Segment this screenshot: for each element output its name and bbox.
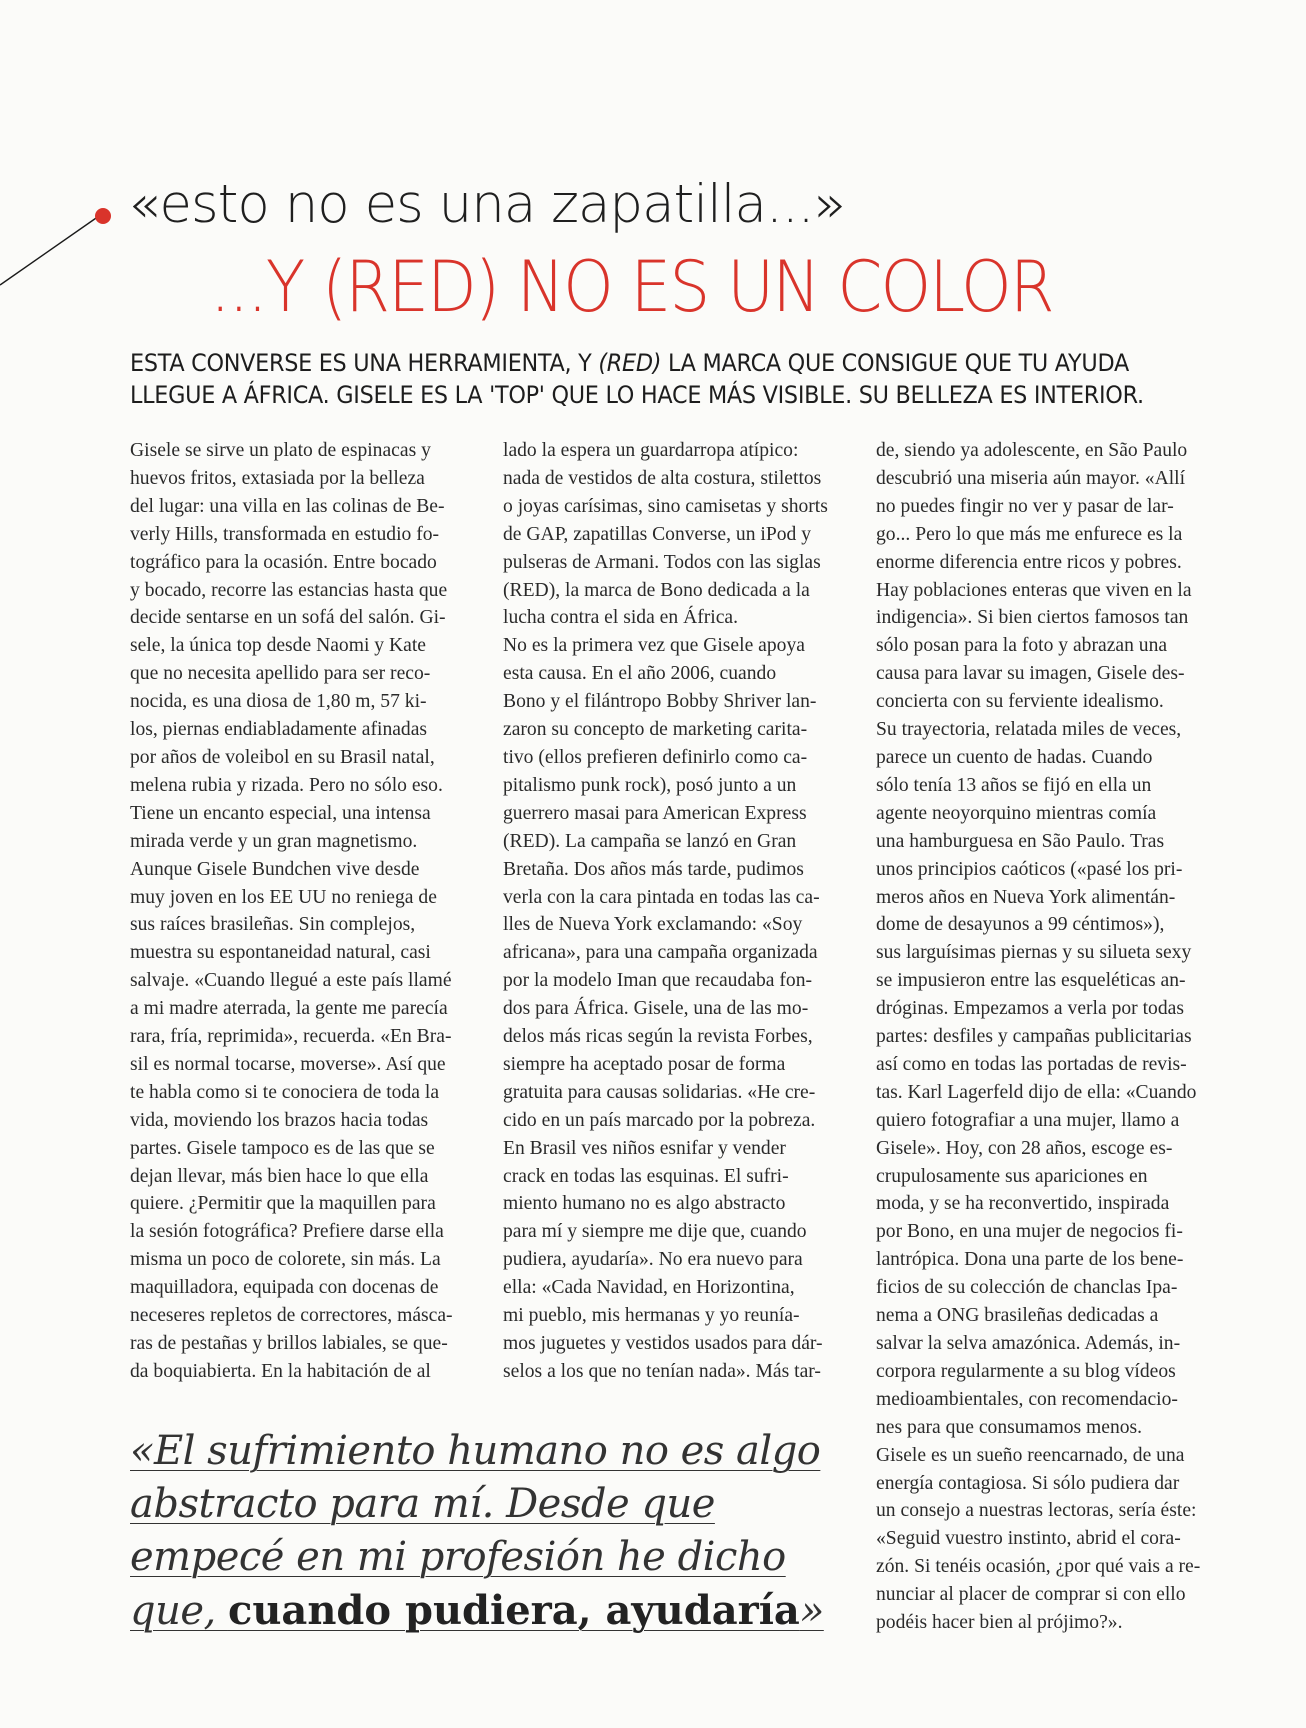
text-line: salvar la selva amazónica. Además, in-: [876, 1333, 1181, 1354]
text-line: enorme diferencia entre ricos y pobres.: [876, 551, 1182, 573]
text-line: maquilladora, equipada con docenas de: [130, 1277, 439, 1299]
text-line: se impusieron entre las esqueléticas an-: [876, 970, 1186, 992]
text-line: sil es normal tocarse, moverse». Así que: [130, 1053, 446, 1075]
text-line: sólo posan para la foto y abrazan una: [876, 635, 1168, 657]
text-line: tográfico para la ocasión. Entre bocado: [130, 551, 437, 573]
pull-quote-line-4: que, cuando pudiera, ayudaría»: [130, 1587, 824, 1634]
text-line: melena rubia y rizada. Pero no sólo eso.: [130, 774, 443, 796]
text-line: de GAP, zapatillas Converse, un iPod y: [503, 523, 812, 545]
text-line: verly Hills, transformada en estudio fo-: [130, 523, 440, 545]
text-line: para mí y siempre me dije que, cuando: [503, 1221, 807, 1243]
text-line: agente neoyorquino mientras comía: [876, 802, 1157, 824]
text-line: Hay poblaciones enteras que viven en la: [876, 579, 1192, 601]
text-line: energía contagiosa. Si sólo pudiera dar: [876, 1472, 1180, 1494]
pull-quote-line-2: abstracto para mí. Desde que: [130, 1481, 715, 1527]
text-line: zaron su concepto de marketing carita-: [503, 719, 808, 741]
text-line: quiere. ¿Permitir que la maquillen para: [130, 1193, 436, 1215]
text-line: nunciar al placer de comprar si con ello: [876, 1584, 1186, 1606]
text-line: vida, moviendo los brazos hacia todas: [130, 1109, 429, 1131]
text-line: podéis hacer bien al prójimo?».: [876, 1612, 1123, 1634]
text-line: los, piernas endiabladamente afinadas: [130, 719, 428, 741]
text-line: sus larguísimas piernas y su silueta sexy: [876, 942, 1192, 964]
text-line: delos más ricas según la revista Forbes,: [503, 1026, 813, 1048]
text-line: lantrópica. Dona una parte de los bene-: [876, 1249, 1184, 1271]
text-line: africana», para una campaña organizada: [503, 942, 818, 964]
text-line: dome de desayunos a 99 céntimos»),: [876, 914, 1165, 936]
text-line: neceseres repletos de correctores, másca-: [130, 1305, 453, 1327]
text-line: Aunque Gisele Bundchen vive desde: [130, 858, 420, 880]
text-line: nada de vestidos de alta costura, stilettos: [503, 467, 822, 489]
deck-subtitle: [130, 347, 1190, 411]
text-line: una hamburguesa en São Paulo. Tras: [876, 830, 1165, 852]
red-bullet-dot: [95, 208, 111, 224]
text-line: lado la espera un guardarropa atípico:: [503, 440, 799, 461]
text-line: ras de pestañas y brillos labiales, se que-: [130, 1333, 448, 1354]
text-line: meros años en Nueva York alimentán-: [876, 886, 1176, 908]
text-line: miento humano no es algo abstracto: [503, 1193, 786, 1215]
deck-line-1: ESTA CONVERSE ES UNA HERRAMIENTA, Y (RED) LA MARCA QUE CONSIGUE QUE TU AYUDA: [130, 349, 1129, 377]
text-line: guerrero masai para American Express: [503, 802, 807, 824]
text-line: zón. Si tenéis ocasión, ¿por qué vais a re-: [876, 1556, 1201, 1578]
text-line: En Brasil ves niños esnifar y vender: [503, 1137, 786, 1159]
text-line: indigencia». Si bien ciertos famosos tan: [876, 607, 1189, 629]
text-line: moda, y se ha reconvertido, inspirada: [876, 1193, 1170, 1215]
text-line: no puedes fingir no ver y pasar de lar-: [876, 495, 1174, 517]
text-line: pulseras de Armani. Todos con las siglas: [503, 551, 821, 573]
text-line: quiero fotografiar a una mujer, llamo a: [876, 1109, 1180, 1131]
text-line: nes para que consumamos menos.: [876, 1416, 1143, 1438]
text-line: decide sentarse en un sofá del salón. Gi-: [130, 607, 446, 629]
text-line: y bocado, recorre las estancias hasta que: [130, 579, 448, 601]
text-line: a mi madre aterrada, la gente me parecía: [130, 998, 448, 1020]
text-line: tas. Karl Lagerfeld dijo de ella: «Cuando: [876, 1081, 1197, 1103]
text-line: mos juguetes y vestidos usados para dár-: [503, 1333, 823, 1354]
body-column-3: [876, 437, 1224, 1637]
text-line: por Bono, en una mujer de negocios fi-: [876, 1221, 1183, 1243]
pull-quote-line-1: «El sufrimiento humano no es algo: [130, 1428, 821, 1474]
text-line: (RED). La campaña se lanzó en Gran: [503, 830, 797, 852]
text-line: corpora regularmente a su blog vídeos: [876, 1360, 1176, 1382]
text-line: No es la primera vez que Gisele apoya: [503, 635, 805, 657]
body-column-1: [130, 437, 478, 1386]
text-line: crack en todas las esquinas. El sufri-: [503, 1165, 789, 1187]
text-line: «Seguid vuestro instinto, abrid el cora-: [876, 1528, 1181, 1550]
text-line: nema a ONG brasileñas dedicadas a: [876, 1305, 1159, 1327]
text-line: salvaje. «Cuando llegué a este país llamé: [130, 970, 452, 992]
text-line: sele, la única top desde Naomi y Kate: [130, 635, 426, 657]
text-line: siempre ha aceptado posar de forma: [503, 1053, 786, 1075]
pull-quote: [130, 1425, 850, 1638]
text-line: que no necesita apellido para ser reco-: [130, 663, 431, 685]
text-line: un consejo a nuestras lectoras, sería éste:: [876, 1500, 1197, 1522]
text-line: cido en un país marcado por la pobreza.: [503, 1109, 816, 1131]
text-line: crupulosamente sus apariciones en: [876, 1165, 1148, 1187]
text-line: dejan llevar, más bien hace lo que ella: [130, 1165, 429, 1187]
text-line: o joyas carísimas, sino camisetas y shorts: [503, 495, 828, 517]
text-line: verla con la cara pintada en todas las ca-: [503, 886, 820, 908]
text-line: lucha contra el sida en África.: [503, 607, 739, 629]
text-line: tivo (ellos prefieren definirlo como ca-: [503, 746, 808, 768]
text-line: Bono y el filántropo Bobby Shriver lan-: [503, 691, 817, 713]
text-line: ficios de su colección de chanclas Ipa-: [876, 1277, 1178, 1299]
text-line: la sesión fotográfica? Prefiere darse ella: [130, 1221, 444, 1243]
deck-line-2: LLEGUE A ÁFRICA. GISELE ES LA 'TOP' QUE LO HACE MÁS VISIBLE. SU BELLEZA ES INTERIOR.: [130, 381, 1144, 409]
text-line: sólo tenía 13 años se fijó en ella un: [876, 774, 1152, 796]
text-line: lles de Nueva York exclamando: «Soy: [503, 914, 803, 936]
text-line: ella: «Cada Navidad, en Horizontina,: [503, 1277, 795, 1299]
text-line: Gisele». Hoy, con 28 años, escoge es-: [876, 1137, 1173, 1159]
text-line: concierta con su ferviente idealismo.: [876, 691, 1164, 713]
text-line: Gisele se sirve un plato de espinacas y: [130, 440, 431, 461]
text-line: partes. Gisele tampoco es de las que se: [130, 1137, 435, 1159]
text-line: de, siendo ya adolescente, en São Paulo: [876, 440, 1188, 461]
text-line: muy joven en los EE UU no reniega de: [130, 886, 437, 908]
text-line: causa para lavar su imagen, Gisele des-: [876, 663, 1185, 685]
text-line: te habla como si te conociera de toda la: [130, 1081, 440, 1103]
text-line: Gisele es un sueño reencarnado, de una: [876, 1444, 1185, 1466]
text-line: selos a los que no tenían nada». Más tar-: [503, 1360, 821, 1382]
text-line: así como en todas las portadas de revis-: [876, 1053, 1187, 1075]
text-line: del lugar: una villa en las colinas de Be-: [130, 495, 445, 517]
text-line: gratuita para causas solidarias. «He cre-: [503, 1081, 816, 1103]
text-line: Bretaña. Dos años más tarde, pudimos: [503, 858, 804, 880]
text-line: (RED), la marca de Bono dedicada a la: [503, 579, 810, 601]
text-line: partes: desfiles y campañas publicitarias: [876, 1026, 1192, 1048]
pull-quote-line-3: empecé en mi profesión he dicho: [130, 1534, 786, 1580]
text-line: pudiera, ayudaría». No era nuevo para: [503, 1249, 803, 1271]
text-line: Su trayectoria, relatada miles de veces,: [876, 719, 1182, 741]
body-column-2: [503, 437, 851, 1386]
text-line: medioambientales, con recomendacio-: [876, 1388, 1178, 1410]
text-line: por años de voleibol en su Brasil natal,: [130, 746, 435, 768]
text-line: dróginas. Empezamos a verla por todas: [876, 998, 1184, 1020]
text-line: da boquiabierta. En la habitación de al: [130, 1360, 431, 1382]
text-line: dos para África. Gisele, una de las mo-: [503, 998, 809, 1020]
text-line: parece un cuento de hadas. Cuando: [876, 746, 1153, 768]
headline-line-2: ...Y (RED) NO ES UN COLOR: [210, 246, 1053, 328]
text-line: descubrió una miseria aún mayor. «Allí: [876, 467, 1186, 489]
text-line: mi pueblo, mis hermanas y yo reuníа-: [503, 1305, 800, 1327]
text-line: Tiene un encanto especial, una intensa: [130, 802, 431, 824]
text-line: rara, fría, reprimida», recuerda. «En Bra-: [130, 1026, 452, 1048]
text-line: unos principios caóticos («pasé los pri-: [876, 858, 1183, 880]
text-line: huevos fritos, extasiada por la belleza: [130, 467, 425, 489]
text-line: nocida, es una diosa de 1,80 m, 57 ki-: [130, 691, 427, 713]
text-line: por la modelo Iman que recaudaba fon-: [503, 970, 813, 992]
headline-line-1: «esto no es una zapatilla...»: [128, 174, 845, 235]
text-line: muestra su espontaneidad natural, casi: [130, 942, 431, 964]
text-line: pitalismo punk rock), posó junto a un: [503, 774, 797, 796]
text-line: misma un poco de colorete, sin más. La: [130, 1249, 441, 1271]
text-line: esta causa. En el año 2006, cuando: [503, 663, 777, 685]
text-line: go... Pero lo que más me enfurece es la: [876, 523, 1183, 545]
text-line: sus raíces brasileñas. Sin complejos,: [130, 914, 416, 936]
pointer-line: [0, 216, 99, 285]
text-line: mirada verde y un gran magnetismo.: [130, 830, 418, 852]
